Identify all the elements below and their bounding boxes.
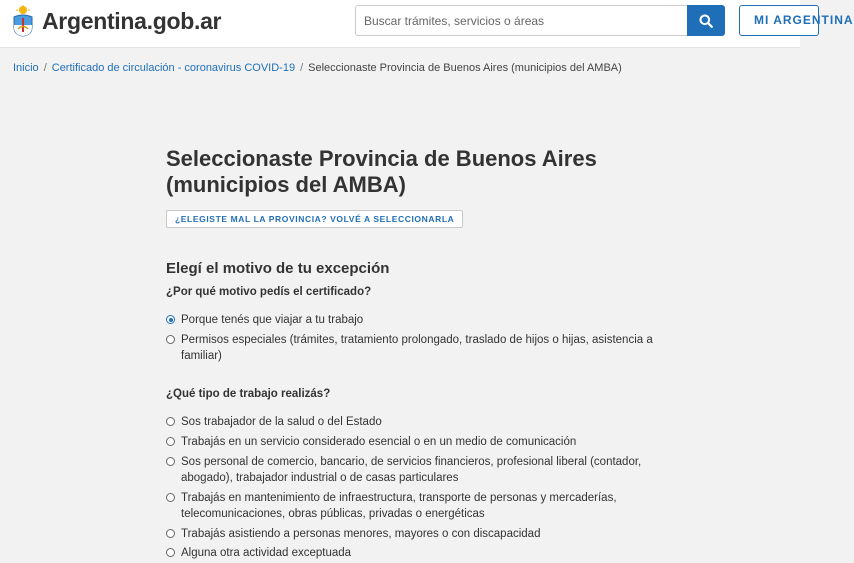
radio-option-otra-actividad[interactable] (166, 545, 686, 561)
breadcrumb-separator: / (43, 62, 47, 74)
radio-option-viajar-trabajo[interactable] (166, 312, 686, 328)
radio-button[interactable] (166, 417, 175, 426)
radio-label: Permisos especiales (trámites, tratamiento prolongado, traslado de hijos o hijas, asistencia a familiar) (181, 334, 653, 362)
radio-option-permisos-especiales[interactable] (166, 332, 686, 364)
search-button[interactable] (687, 5, 725, 36)
radio-option-infraestructura[interactable] (166, 490, 686, 522)
radio-button[interactable] (166, 529, 175, 538)
breadcrumb-item-inicio[interactable]: Inicio (13, 62, 39, 74)
radio-label: Porque tenés que viajar a tu trabajo (181, 314, 364, 326)
site-header (0, 0, 854, 48)
radio-option-asistencia-personas[interactable] (166, 526, 686, 542)
question-tipo-trabajo: ¿Qué tipo de trabajo realizás? (166, 388, 331, 400)
radio-label: Trabajás en un servicio considerado esencial o en un medio de comunicación (181, 436, 577, 448)
radio-label: Trabajás en mantenimiento de infraestructura, transporte de personas y mercaderías, telecomunicaciones, obras públicas, privadas o energéticas (181, 492, 617, 520)
radio-label: Trabajás asistiendo a personas menores, mayores o con discapacidad (181, 528, 541, 540)
radio-button[interactable] (166, 548, 175, 557)
search-icon (699, 14, 713, 28)
breadcrumb (13, 62, 622, 74)
radio-option-salud-estado[interactable] (166, 414, 686, 430)
radio-option-comercio-bancario[interactable] (166, 454, 686, 486)
radio-option-servicio-esencial[interactable] (166, 434, 686, 450)
radio-button[interactable] (166, 335, 175, 344)
search-bar (355, 5, 725, 36)
radio-label: Sos personal de comercio, bancario, de servicios financieros, profesional liberal (contador, abogado), trabajador industrial o de casas particulares (181, 456, 642, 484)
radio-button[interactable] (166, 493, 175, 502)
breadcrumb-separator: / (300, 62, 304, 74)
radio-button[interactable] (166, 315, 175, 324)
reselect-province-button[interactable]: ¿ELEGISTE MAL LA PROVINCIA? VOLVÉ A SELECCIONARLA (166, 210, 463, 228)
question-motivo: ¿Por qué motivo pedís el certificado? (166, 286, 372, 298)
radio-button[interactable] (166, 457, 175, 466)
radio-button[interactable] (166, 437, 175, 446)
logo-text: Argentina.gob.ar (42, 7, 222, 34)
section-title: Elegí el motivo de tu excepción (166, 260, 390, 277)
page-title-line1: Seleccionaste Provincia de Buenos Aires (166, 146, 597, 171)
site-logo[interactable] (12, 5, 221, 37)
radio-label: Sos trabajador de la salud o del Estado (181, 416, 382, 428)
argentina-coat-of-arms-icon (12, 5, 34, 37)
page-title (166, 146, 686, 198)
breadcrumb-item-certificado[interactable]: Certificado de circulación - coronavirus COVID-19 (51, 62, 296, 74)
main-content (166, 146, 686, 559)
page-title-line2: (municipios del AMBA) (166, 172, 406, 197)
breadcrumb-current: Seleccionaste Provincia de Buenos Aires (municipios del AMBA) (308, 62, 622, 74)
search-input[interactable] (355, 5, 687, 36)
mi-argentina-button[interactable]: MI ARGENTINA (739, 5, 819, 36)
radio-label: Alguna otra actividad exceptuada (181, 547, 352, 559)
